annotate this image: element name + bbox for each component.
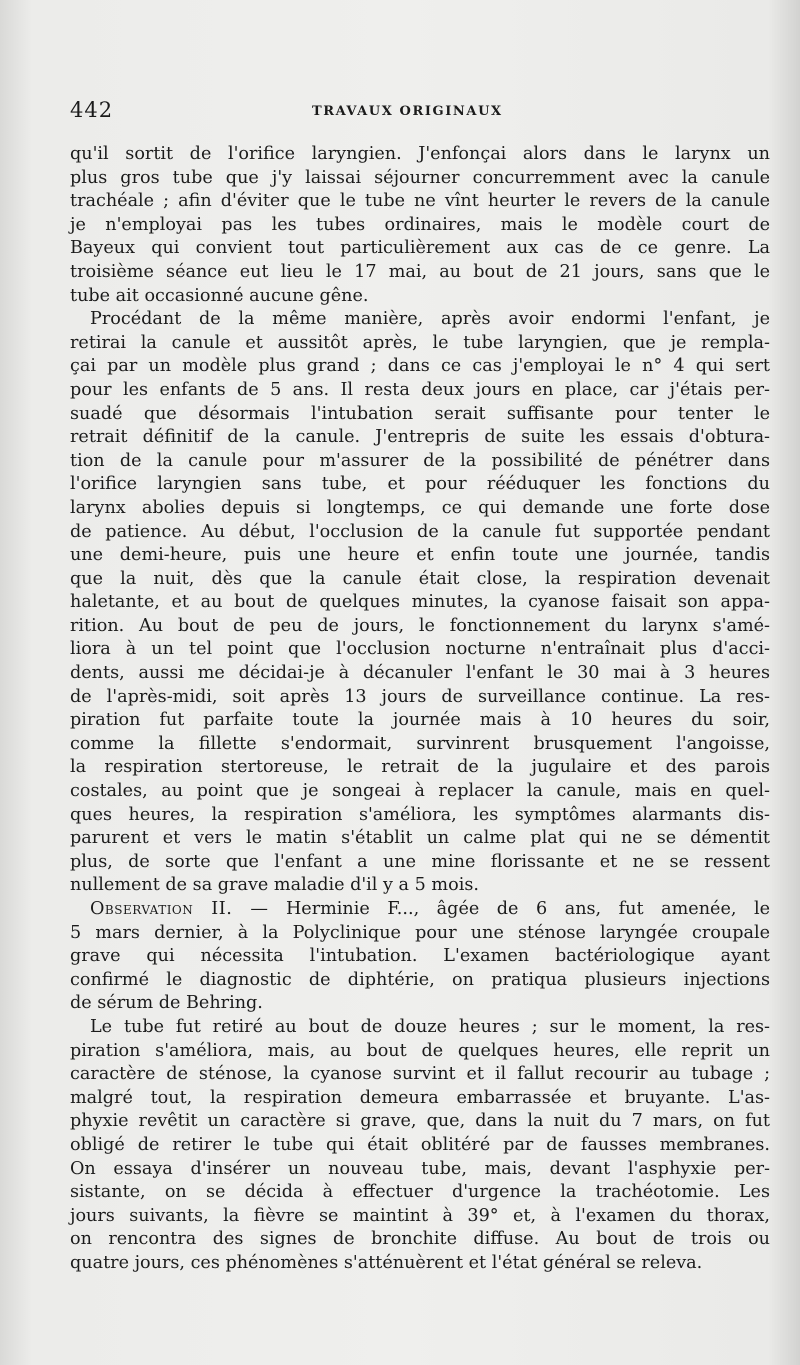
running-title: TRAVAUX ORIGINAUX (312, 104, 503, 119)
text-line: 5 mars dernier, à la Polyclinique pour une sténose laryngée croupale (70, 922, 770, 943)
text-line: de l'après-midi, soit après 13 jours de surveillance continue. La res- (70, 686, 770, 707)
text-line: piration fut parfaite toute la journée mais à 10 heures du soir, (70, 710, 770, 731)
text-line: Bayeux qui convient tout particulièrement aux cas de ce genre. La (70, 238, 770, 259)
text-line: pour les enfants de 5 ans. Il resta deux jours en place, car j'étais per- (70, 379, 770, 400)
text-line: de patience. Au début, l'occlusion de la canule fut supportée pendant (70, 521, 770, 542)
text-line: troisième séance eut lieu le 17 mai, au bout de 21 jours, sans que le (70, 261, 770, 282)
text-line: haletante, et au bout de quelques minutes, la cyanose faisait son appa- (70, 592, 770, 613)
text-line: Le tube fut retiré au bout de douze heures ; sur le moment, la res- (90, 1016, 770, 1037)
observation-label: Observation II. — (90, 899, 269, 919)
text-line: Procédant de la même manière, après avoir endormi l'enfant, je (90, 309, 770, 330)
body-text (70, 143, 770, 1276)
text-line: parurent et vers le matin s'établit un calme plat qui ne se démentit (70, 828, 770, 849)
text-line: On essaya d'insérer un nouveau tube, mais, devant l'asphyxie per- (70, 1158, 770, 1179)
text-line: grave qui nécessita l'intubation. L'examen bactériologique ayant (70, 946, 770, 967)
text-line: phyxie revêtit un caractère si grave, que, dans la nuit du 7 mars, on fut (70, 1111, 770, 1132)
text-line: plus, de sorte que l'enfant a une mine florissante et ne se ressent (70, 851, 770, 872)
text-line: je n'employai pas les tubes ordinaires, mais le modèle court de (70, 214, 770, 235)
text-line: qu'il sortit de l'orifice laryngien. J'enfonçai alors dans le larynx un (70, 144, 770, 164)
text-line: plus gros tube que j'y laissai séjourner concurremment avec la canule (70, 167, 770, 188)
text-line: Herminie F..., âgée de 6 ans, fut amenée, le (285, 899, 771, 919)
text-line: liora à un tel point que l'occlusion nocturne n'entraînait plus d'acci- (70, 639, 770, 660)
text-line: on rencontra des signes de bronchite diffuse. Au bout de trois ou (70, 1229, 770, 1250)
text-line: caractère de sténose, la cyanose survint et il fallut recourir au tubage ; (70, 1064, 770, 1085)
text-line: retrait définitif de la canule. J'entrepris de suite les essais d'obtura- (70, 427, 770, 448)
text-line: que la nuit, dès que la canule était close, la respiration devenait (70, 568, 770, 589)
text-line: larynx abolies depuis si longtemps, ce qui demande une forte dose (70, 497, 770, 518)
running-head (70, 98, 760, 124)
text-line: de sérum de Behring. (70, 993, 263, 1014)
text-line: dents, aussi me décidai-je à décanuler l'enfant le 30 mai à 3 heures (70, 663, 770, 684)
observation-line (70, 898, 770, 922)
text-line: piration s'améliora, mais, au bout de quelques heures, elle reprit un (70, 1040, 770, 1061)
text-line: une demi-heure, puis une heure et enfin toute une journée, tandis (70, 545, 770, 566)
page-number: 442 (70, 98, 114, 122)
text-line: confirmé le diagnostic de diphtérie, on pratiqua plusieurs injections (70, 969, 770, 990)
text-line: çai par un modèle plus grand ; dans ce cas j'employai le n° 4 qui sert (70, 356, 770, 377)
text-line: trachéale ; afin d'éviter que le tube ne vînt heurter le revers de la canule (70, 191, 770, 212)
text-line: suadé que désormais l'intubation serait suffisante pour tenter le (70, 403, 770, 424)
text-line: rition. Au bout de peu de jours, le fonctionnement du larynx s'amé- (70, 615, 770, 636)
text-line: tion de la canule pour m'assurer de la possibilité de pénétrer dans (70, 450, 770, 471)
text-line: la respiration stertoreuse, le retrait de la jugulaire et des parois (70, 757, 770, 778)
text-line: l'orifice laryngien sans tube, et pour rééduquer les fonctions du (70, 474, 770, 495)
text-line: comme la fillette s'endormait, survinrent brusquement l'angoisse, (70, 733, 770, 754)
text-line: obligé de retirer le tube qui était oblitéré par de fausses membranes. (70, 1134, 770, 1155)
text-line: nullement de sa grave maladie d'il y a 5 mois. (70, 875, 479, 896)
text-line: retirai la canule et aussitôt après, le tube laryngien, que je rempla- (70, 332, 770, 353)
text-line: ques heures, la respiration s'améliora, les symptômes alarmants dis- (70, 804, 770, 825)
text-line: quatre jours, ces phénomènes s'atténuèrent et l'état général se releva. (70, 1252, 703, 1273)
text-line: tube ait occasionné aucune gêne. (70, 285, 369, 306)
text-line: costales, au point que je songeai à replacer la canule, mais en quel- (70, 781, 770, 802)
text-line: malgré tout, la respiration demeura embarrassée et bruyante. L'as- (70, 1087, 770, 1108)
text-line: jours suivants, la fièvre se maintint à 39° et, à l'examen du thorax, (70, 1205, 770, 1226)
text-line: sistante, on se décida à effectuer d'urgence la trachéotomie. Les (70, 1182, 770, 1203)
